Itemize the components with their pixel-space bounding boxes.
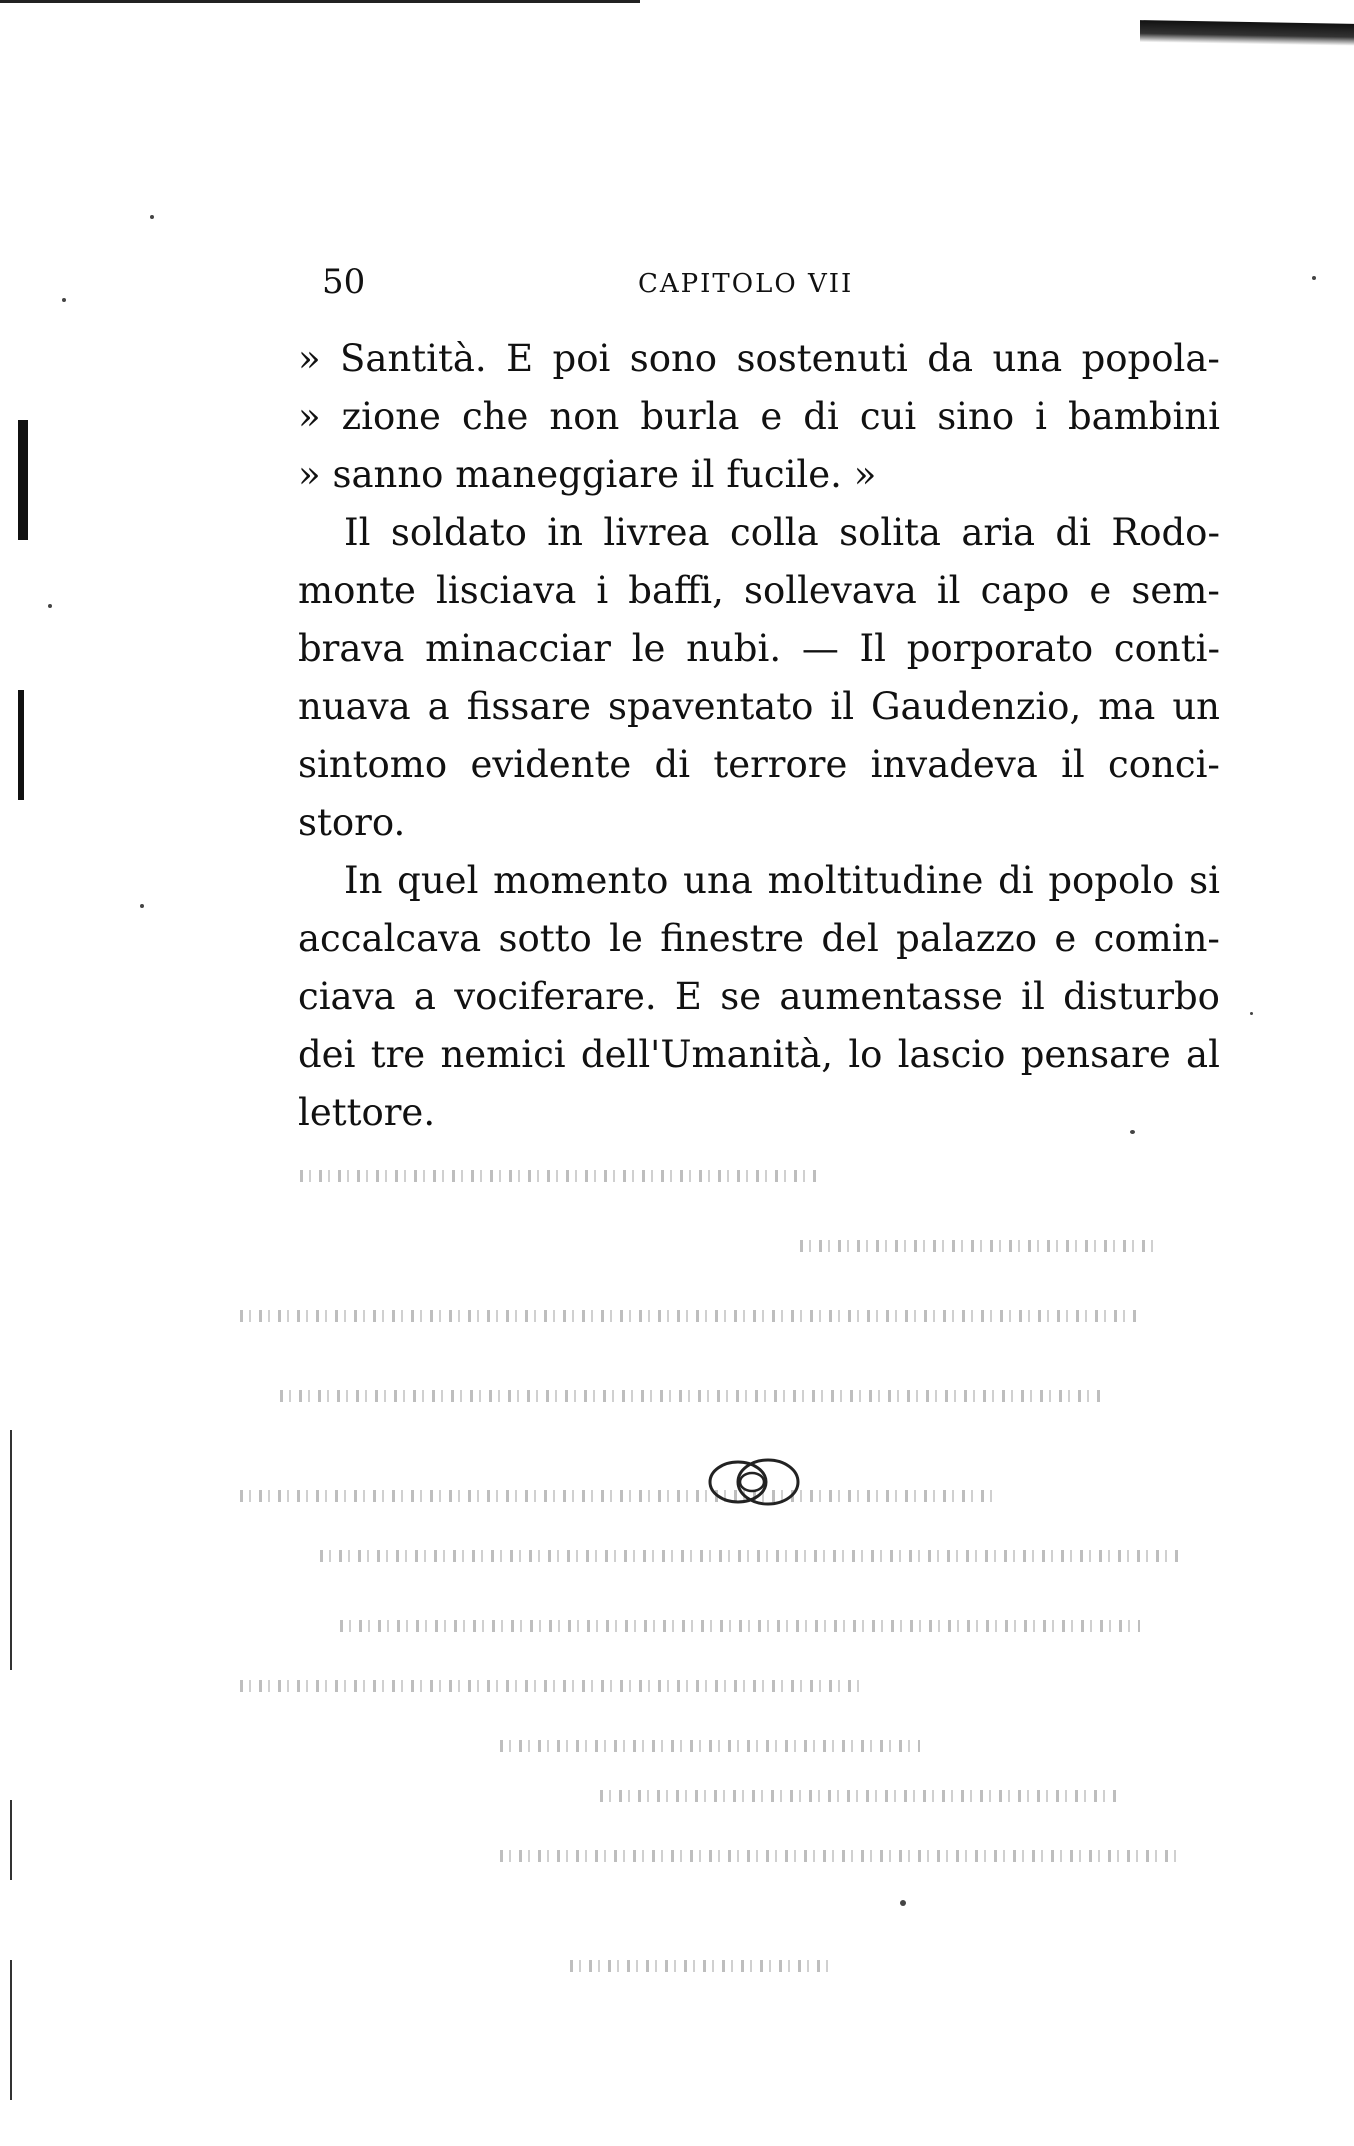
word: cui xyxy=(859,395,917,438)
text-line xyxy=(298,1026,1220,1084)
word: brava xyxy=(298,627,405,670)
word: il xyxy=(936,569,961,612)
text-line xyxy=(298,678,1220,736)
text-line xyxy=(298,794,1220,852)
word: palazzo xyxy=(896,917,1038,960)
text-line xyxy=(298,504,1220,562)
word: soldato xyxy=(390,511,527,554)
word: se xyxy=(720,975,762,1018)
word: sono xyxy=(629,337,718,380)
word: pensare xyxy=(1020,1033,1171,1076)
text-line xyxy=(298,852,1220,910)
word: da xyxy=(927,337,974,380)
bleed-through-line xyxy=(240,1310,1140,1322)
word: bambini xyxy=(1067,395,1220,438)
word: conti- xyxy=(1113,627,1220,670)
word: accalcava xyxy=(298,917,482,960)
word: di xyxy=(654,743,691,786)
word: comin- xyxy=(1093,917,1220,960)
word: sostenuti xyxy=(736,337,908,380)
word: sanno xyxy=(332,453,444,496)
word: le xyxy=(631,627,666,670)
ornament-icon xyxy=(700,1452,810,1512)
bleed-through-line xyxy=(600,1790,1120,1802)
word: » xyxy=(298,453,321,496)
scan-edge-line xyxy=(10,1800,12,1880)
word: sollevava xyxy=(744,569,917,612)
scan-edge-mark xyxy=(18,420,28,540)
scan-edge-line xyxy=(10,1960,12,2100)
word: le xyxy=(609,917,643,960)
word: una xyxy=(992,337,1063,380)
word: al xyxy=(1186,1033,1220,1076)
word: colla xyxy=(729,511,819,554)
scan-speck xyxy=(48,604,52,608)
word: aria xyxy=(961,511,1036,554)
word: spaventato xyxy=(607,685,814,728)
word: nubi. xyxy=(686,627,782,670)
word: » xyxy=(298,337,321,380)
word: aumentasse xyxy=(779,975,1003,1018)
scan-speck xyxy=(1312,276,1316,280)
word: Santità. xyxy=(340,337,487,380)
word: e xyxy=(1089,569,1112,612)
word: In xyxy=(344,859,383,902)
word: il xyxy=(690,453,715,496)
word: zione xyxy=(341,395,441,438)
word: in xyxy=(547,511,583,554)
word: si xyxy=(1189,859,1220,902)
bleed-through-line xyxy=(300,1170,820,1182)
word: tre xyxy=(370,1033,426,1076)
word: non xyxy=(549,395,620,438)
word: di xyxy=(803,395,839,438)
word: maneggiare xyxy=(455,453,679,496)
bleed-through-line xyxy=(340,1620,1140,1632)
word: i xyxy=(1035,395,1047,438)
word: disturbo xyxy=(1063,975,1220,1018)
word: ma xyxy=(1098,685,1156,728)
word: nemici xyxy=(440,1033,566,1076)
text-line xyxy=(298,446,1220,504)
word: di xyxy=(998,859,1034,902)
word: E xyxy=(674,975,702,1018)
page-header xyxy=(322,262,1222,302)
text-line xyxy=(298,736,1220,794)
word: a xyxy=(427,685,450,728)
text-line xyxy=(298,620,1220,678)
word: sintomo xyxy=(298,743,448,786)
text-line xyxy=(298,330,1220,388)
word: evidente xyxy=(470,743,632,786)
word: dei xyxy=(298,1033,356,1076)
word: dell'Umanità, xyxy=(580,1033,834,1076)
word: ciava xyxy=(298,975,396,1018)
word: e xyxy=(760,395,783,438)
word: momento xyxy=(493,859,669,902)
scan-edge-line xyxy=(10,1430,12,1670)
word: nuava xyxy=(298,685,411,728)
word: sino xyxy=(937,395,1015,438)
word: » xyxy=(853,453,877,496)
word: porporato xyxy=(906,627,1094,670)
word: poi xyxy=(552,337,611,380)
text-line xyxy=(298,910,1220,968)
scan-corner-mark xyxy=(1140,20,1354,46)
scan-speck xyxy=(150,215,154,219)
word: capo xyxy=(980,569,1070,612)
word: popolo xyxy=(1048,859,1175,902)
text-line xyxy=(298,562,1220,620)
word: popola- xyxy=(1081,337,1220,380)
word: una xyxy=(683,859,753,902)
word: conci- xyxy=(1108,743,1220,786)
scan-edge-mark xyxy=(18,690,24,800)
word: e xyxy=(1054,917,1077,960)
word: invadeva xyxy=(870,743,1038,786)
word: sotto xyxy=(498,917,592,960)
text-line xyxy=(298,968,1220,1026)
word: il xyxy=(1021,975,1045,1018)
word: sem- xyxy=(1131,569,1220,612)
text-line xyxy=(298,388,1220,446)
word: fissare xyxy=(466,685,591,728)
scan-speck xyxy=(140,904,144,908)
word: lo xyxy=(848,1033,883,1076)
bleed-through-line xyxy=(320,1550,1180,1562)
bleed-through-line xyxy=(570,1960,830,1972)
word: i xyxy=(596,569,609,612)
word: minacciar xyxy=(425,627,611,670)
bleed-through-line xyxy=(240,1680,860,1692)
word: Gaudenzio, xyxy=(871,685,1082,728)
word: E xyxy=(506,337,534,380)
bleed-through-line xyxy=(280,1390,1100,1402)
word: — xyxy=(801,627,839,670)
text-line xyxy=(298,1084,1220,1142)
word: Il xyxy=(344,511,371,554)
scan-speck xyxy=(62,298,66,302)
body-text xyxy=(298,330,1220,1142)
word: fucile. xyxy=(726,453,842,496)
bleed-through-area xyxy=(240,1150,1200,2050)
running-head: CAPITOLO VII xyxy=(638,269,854,299)
word: un xyxy=(1172,685,1220,728)
word: monte xyxy=(298,569,416,612)
word: Il xyxy=(859,627,886,670)
word: lisciava xyxy=(436,569,577,612)
word: del xyxy=(821,917,879,960)
word: finestre xyxy=(660,917,805,960)
bleed-through-line xyxy=(500,1740,920,1752)
bleed-through-line xyxy=(800,1240,1160,1252)
scan-speck xyxy=(1250,1012,1253,1015)
word: terrore xyxy=(713,743,848,786)
word: lascio xyxy=(897,1033,1006,1076)
word: moltitudine xyxy=(767,859,984,902)
word: storo. xyxy=(298,801,406,844)
word: Rodo- xyxy=(1111,511,1220,554)
word: a xyxy=(413,975,436,1018)
scan-top-rule xyxy=(0,0,640,3)
word: baffi, xyxy=(628,569,724,612)
word: vociferare. xyxy=(454,975,657,1018)
word: quel xyxy=(397,859,479,902)
bleed-through-line xyxy=(500,1850,1180,1862)
word: livrea xyxy=(603,511,710,554)
word: solita xyxy=(839,511,941,554)
word: lettore. xyxy=(298,1091,436,1134)
word: il xyxy=(1061,743,1085,786)
word: » xyxy=(298,395,321,438)
word: burla xyxy=(640,395,740,438)
bleed-through-line xyxy=(240,1490,1000,1502)
word: il xyxy=(830,685,855,728)
word: che xyxy=(461,395,529,438)
colophon-ornament xyxy=(700,1452,810,1512)
word: di xyxy=(1055,511,1091,554)
page-number: 50 xyxy=(322,262,366,302)
